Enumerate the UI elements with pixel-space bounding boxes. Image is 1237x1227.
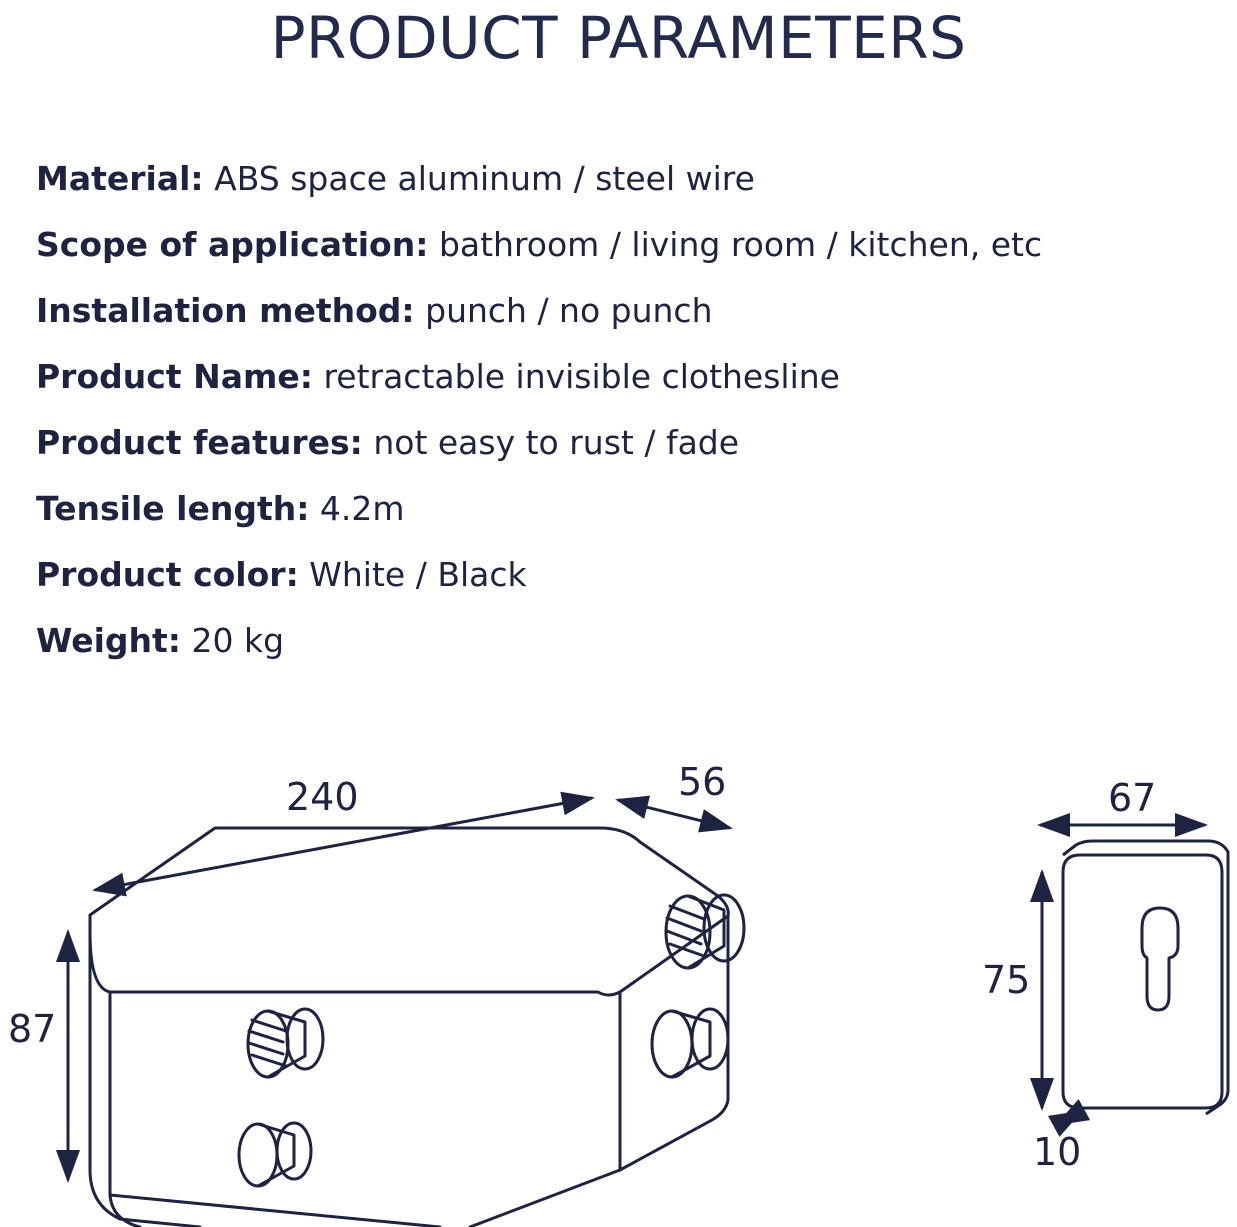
spec-label: Product features: <box>36 423 363 462</box>
spec-value: punch / no punch <box>425 291 713 330</box>
spec-label: Product Name: <box>36 357 313 396</box>
spec-row <box>36 608 1226 674</box>
knob-middle-left <box>248 1009 323 1077</box>
spec-label: Tensile length: <box>36 489 310 528</box>
spec-list <box>36 146 1226 674</box>
dimension-label-plate-width: 67 <box>1108 776 1157 820</box>
spec-row <box>36 344 1226 410</box>
spec-row <box>36 542 1226 608</box>
spec-value: not easy to rust / fade <box>373 423 740 462</box>
spec-label: Product color: <box>36 555 299 594</box>
spec-label: Material: <box>36 159 204 198</box>
wall-plate-dimensions <box>1040 825 1205 1124</box>
spec-value: ABS space aluminum / steel wire <box>214 159 755 198</box>
dimension-label-depth: 56 <box>678 760 727 804</box>
spec-row <box>36 476 1226 542</box>
dimension-line-plate-thickness <box>1058 1112 1080 1124</box>
knob-top-right <box>666 895 744 968</box>
wall-plate-isometric <box>1063 841 1228 1114</box>
spec-value: 20 kg <box>191 621 285 660</box>
dimension-label-plate-thickness: 10 <box>1033 1130 1082 1174</box>
spec-row <box>36 146 1226 212</box>
page-title: PRODUCT PARAMETERS <box>270 4 967 72</box>
dimension-line-depth <box>618 800 730 828</box>
spec-value: bathroom / living room / kitchen, etc <box>438 225 1043 264</box>
spec-row <box>36 212 1226 278</box>
dimension-label-plate-height: 75 <box>982 958 1031 1002</box>
keyhole-slot <box>1142 908 1178 1010</box>
knob-lower-right <box>652 1009 728 1077</box>
spec-label: Weight: <box>36 621 182 660</box>
spec-value: retractable invisible clothesline <box>323 357 840 396</box>
spec-row <box>36 410 1226 476</box>
spec-value: White / Black <box>309 555 527 594</box>
spec-label: Installation method: <box>36 291 415 330</box>
spec-label: Scope of application: <box>36 225 429 264</box>
main-unit-dimensions <box>68 798 730 1180</box>
dimension-label-height: 87 <box>8 1007 57 1051</box>
knob-bottom-left <box>239 1123 311 1186</box>
spec-row <box>36 278 1226 344</box>
spec-value: 4.2m <box>319 489 405 528</box>
dimension-label-length: 240 <box>286 775 359 819</box>
main-unit-isometric <box>90 828 744 1227</box>
technical-drawing <box>0 700 1237 1227</box>
